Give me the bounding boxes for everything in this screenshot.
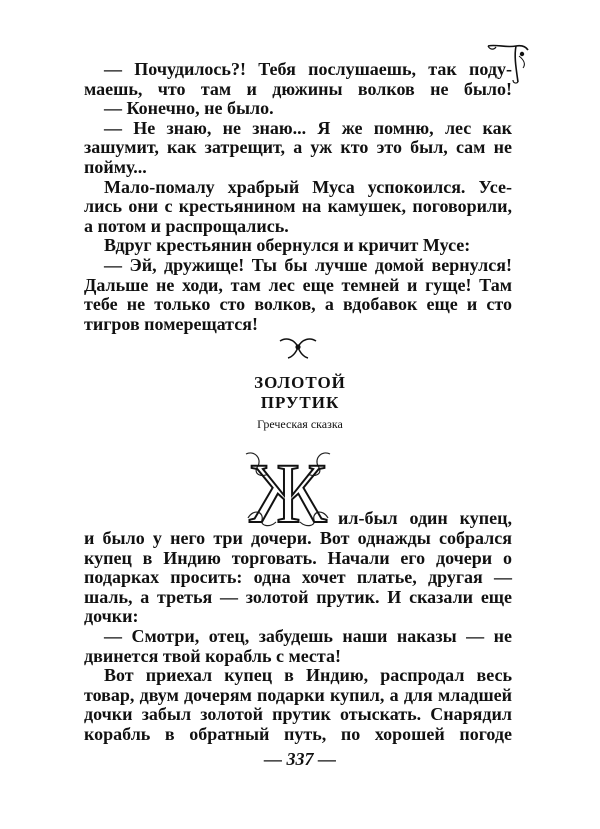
drop-cap-glyph: Ж — [249, 448, 327, 530]
text-line: двинется твой корабль с места! — [84, 645, 341, 666]
text-line: пойму... — [84, 156, 147, 177]
text-line: и было у него три дочери. Вот однажды собрался — [84, 528, 512, 548]
text-line: маешь, что там и дюжины волков не было! — [84, 78, 512, 99]
text-line: шаль, а третья — золотой прутик. И сказали еще — [84, 586, 512, 607]
ornament-divider-icon — [276, 333, 320, 361]
text-line: — Смотри, отец, забудешь наши наказы — не — [104, 625, 512, 646]
text-line: зашумит, как затрещит, а уж кто это был, сам не — [84, 137, 512, 158]
story-title-line-2: ПРУТИК — [260, 393, 340, 412]
text-line: тигров померещатся! — [84, 313, 258, 334]
text-line: корабль в обратный путь, по хорошей погоде — [84, 723, 512, 744]
story-text — [84, 529, 512, 745]
text-line: дочки забыл золотой прутик отыскать. Снарядил — [84, 704, 512, 725]
story-subtitle: Греческая сказка — [257, 417, 343, 431]
story-title-line-1: ЗОЛОТОЙ — [254, 373, 346, 392]
text-line: Мало-помалу храбрый Муса успокоился. Усе- — [104, 176, 512, 197]
text-line: лись они с крестьянином на камушек, поговорили, — [84, 196, 512, 217]
text-line: дочки: — [84, 606, 139, 627]
text-line: — Почудилось?! Тебя послушаешь, так поду- — [104, 59, 512, 79]
text-line: — Конечно, не было. — [104, 98, 274, 119]
text-line: товар, двум дочерям подарки купил, а для младшей — [84, 684, 512, 705]
text-line: Вдруг крестьянин обернулся и кричит Мусе: — [104, 235, 471, 256]
text-line: купец в Индию торговать. Начали его дочери о — [84, 547, 512, 568]
drop-cap-letter — [240, 448, 336, 530]
text-line: подарках просить: одна хочет платье, другая — — [84, 567, 512, 588]
first-line-text: ил-был один купец, — [338, 508, 512, 528]
text-line: — Эй, дружище! Ты бы лучше домой вернулся! — [104, 254, 512, 275]
text-line: Дальше не ходи, там лес еще темней и гуще! Там — [84, 274, 512, 295]
text-line: Вот приехал купец в Индию, распродал весь — [104, 665, 512, 686]
text-line: — Не знаю, не знаю... Я же помню, лес как — [104, 117, 512, 138]
text-line: а потом и распрощались. — [84, 215, 289, 236]
page-number: — 337 — — [264, 749, 336, 769]
previous-story-text — [84, 60, 512, 334]
text-line: тебе не только сто волков, а вдобавок еще и сто — [84, 294, 512, 315]
